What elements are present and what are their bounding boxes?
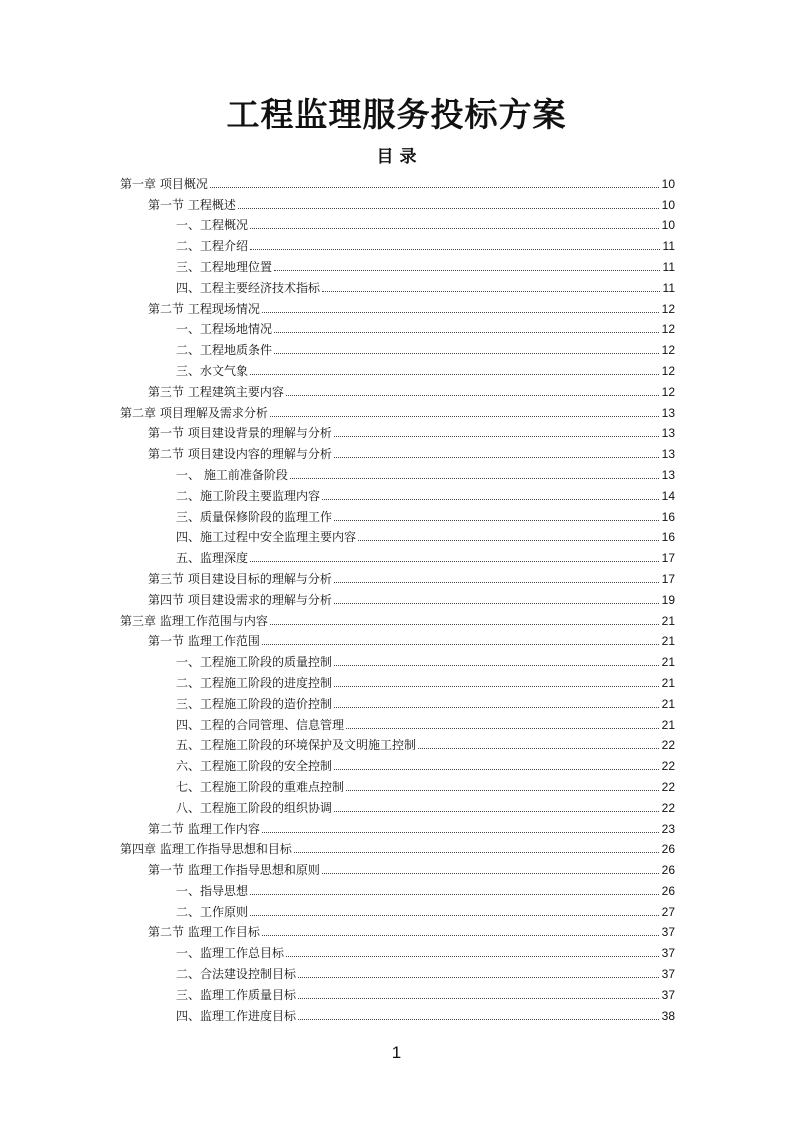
toc-dot-leader — [322, 499, 659, 500]
toc-dot-leader — [334, 686, 659, 687]
toc-entry-title: 二、施工阶段主要监理内容 — [176, 488, 321, 503]
toc-dot-leader — [250, 228, 659, 229]
toc-dot-leader — [334, 811, 659, 812]
toc-entry[interactable] — [120, 649, 675, 670]
toc-entry-page: 37 — [661, 987, 675, 1002]
toc-dot-leader — [334, 665, 659, 666]
toc-entry-page: 22 — [661, 759, 675, 774]
toc-entry-title: 一、 施工前准备阶段 — [176, 467, 288, 482]
toc-entry-title: 第一节 工程概述 — [148, 197, 236, 212]
toc-entry[interactable] — [120, 878, 675, 899]
toc-entry-page: 16 — [661, 530, 675, 545]
toc-entry-page: 21 — [661, 613, 675, 628]
toc-entry[interactable] — [120, 233, 675, 254]
toc-entry-title: 三、工程地理位置 — [176, 259, 273, 274]
toc-entry-page: 37 — [661, 925, 675, 940]
toc-entry-title: 二、合法建设控制目标 — [176, 967, 297, 982]
toc-entry-title: 第二节 工程现场情况 — [148, 301, 260, 316]
toc-dot-leader — [290, 478, 659, 479]
toc-entry[interactable] — [120, 192, 675, 213]
toc-entry-page: 26 — [661, 842, 675, 857]
toc-entry-title: 第二节 监理工作内容 — [148, 821, 260, 836]
toc-entry[interactable] — [120, 587, 675, 608]
toc-dot-leader — [334, 769, 659, 770]
toc-entry[interactable] — [120, 504, 675, 525]
toc-entry[interactable] — [120, 670, 675, 691]
toc-entry-title: 第三章 监理工作范围与内容 — [120, 613, 268, 628]
toc-dot-leader — [334, 707, 659, 708]
toc-entry[interactable] — [120, 254, 675, 275]
toc-entry-title: 第一节 项目建设背景的理解与分析 — [148, 426, 332, 441]
toc-dot-leader — [346, 728, 659, 729]
toc-entry-title: 五、监理深度 — [176, 551, 249, 566]
toc-entry-title: 四、工程的合同管理、信息管理 — [176, 717, 345, 732]
toc-entry-page: 21 — [661, 696, 675, 711]
toc-entry[interactable] — [120, 400, 675, 421]
table-of-contents — [120, 171, 675, 1024]
toc-entry[interactable] — [120, 629, 675, 650]
toc-entry[interactable] — [120, 816, 675, 837]
toc-entry-title: 第三节 项目建设目标的理解与分析 — [148, 571, 332, 586]
toc-entry-title: 一、监理工作总目标 — [176, 946, 285, 961]
toc-entry[interactable] — [120, 774, 675, 795]
toc-entry-page: 12 — [661, 301, 675, 316]
toc-dot-leader — [270, 624, 659, 625]
toc-entry-page: 13 — [661, 426, 675, 441]
toc-entry-page: 21 — [661, 655, 675, 670]
toc-entry-page: 22 — [661, 738, 675, 753]
toc-dot-leader — [334, 603, 659, 604]
toc-entry[interactable] — [120, 379, 675, 400]
toc-dot-leader — [238, 208, 659, 209]
toc-dot-leader — [334, 436, 659, 437]
toc-entry-title: 三、水文气象 — [176, 363, 249, 378]
toc-entry-page: 11 — [662, 280, 675, 295]
toc-dot-leader — [250, 915, 659, 916]
toc-entry-title: 七、工程施工阶段的重难点控制 — [176, 779, 345, 794]
toc-entry-title: 第二节 项目建设内容的理解与分析 — [148, 447, 332, 462]
toc-entry-page: 37 — [661, 967, 675, 982]
toc-entry-page: 12 — [661, 384, 675, 399]
toc-dot-leader — [250, 249, 660, 250]
toc-dot-leader — [210, 187, 659, 188]
toc-dot-leader — [286, 395, 659, 396]
toc-entry[interactable] — [120, 337, 675, 358]
toc-entry-title: 八、工程施工阶段的组织协调 — [176, 800, 333, 815]
toc-dot-leader — [346, 790, 659, 791]
toc-entry-page: 16 — [661, 509, 675, 524]
toc-entry-page: 14 — [661, 488, 675, 503]
toc-entry[interactable] — [120, 961, 675, 982]
toc-entry-page: 27 — [661, 904, 675, 919]
toc-entry[interactable] — [120, 275, 675, 296]
toc-entry-title: 第二章 项目理解及需求分析 — [120, 405, 268, 420]
toc-entry-title: 三、工程施工阶段的造价控制 — [176, 696, 333, 711]
toc-entry[interactable] — [120, 857, 675, 878]
toc-entry-page: 17 — [661, 551, 675, 566]
toc-entry[interactable] — [120, 171, 675, 192]
toc-entry-title: 第四章 监理工作指导思想和目标 — [120, 842, 292, 857]
toc-entry-title: 三、监理工作质量目标 — [176, 987, 297, 1002]
toc-entry-page: 11 — [662, 259, 675, 274]
toc-entry-title: 第一节 监理工作指导思想和原则 — [148, 863, 320, 878]
toc-entry-title: 一、工程场地情况 — [176, 322, 273, 337]
toc-entry-title: 第四节 项目建设需求的理解与分析 — [148, 592, 332, 607]
toc-dot-leader — [294, 852, 659, 853]
toc-entry-page: 13 — [661, 447, 675, 462]
toc-entry[interactable] — [120, 795, 675, 816]
toc-dot-leader — [298, 1019, 659, 1020]
toc-entry-title: 一、指导思想 — [176, 883, 249, 898]
toc-dot-leader — [274, 332, 659, 333]
toc-entry-page: 21 — [661, 634, 675, 649]
toc-dot-leader — [274, 353, 659, 354]
toc-entry-page: 10 — [661, 176, 675, 191]
toc-entry[interactable] — [120, 441, 675, 462]
toc-entry-page: 13 — [661, 467, 675, 482]
page-number: 1 — [391, 1043, 402, 1062]
toc-entry-page: 38 — [661, 1008, 675, 1023]
toc-entry[interactable] — [120, 691, 675, 712]
toc-entry-page: 11 — [662, 239, 675, 254]
toc-entry[interactable] — [120, 545, 675, 566]
toc-dot-leader — [334, 582, 659, 583]
toc-entry-title: 六、工程施工阶段的安全控制 — [176, 759, 333, 774]
toc-entry-page: 21 — [661, 675, 675, 690]
toc-entry-page: 10 — [661, 197, 675, 212]
toc-dot-leader — [262, 935, 659, 936]
toc-entry[interactable] — [120, 920, 675, 941]
toc-entry-page: 22 — [661, 800, 675, 815]
toc-entry[interactable] — [120, 213, 675, 234]
toc-entry-page: 10 — [661, 218, 675, 233]
toc-dot-leader — [334, 457, 659, 458]
toc-entry-title: 二、工作原则 — [176, 904, 249, 919]
toc-entry-title: 第二节 监理工作目标 — [148, 925, 260, 940]
toc-dot-leader — [298, 998, 659, 999]
toc-entry-title: 二、工程介绍 — [176, 239, 249, 254]
toc-dot-leader — [250, 374, 659, 375]
toc-entry-page: 37 — [661, 946, 675, 961]
toc-dot-leader — [322, 873, 659, 874]
toc-entry[interactable] — [120, 358, 675, 379]
toc-entry-title: 四、工程主要经济技术指标 — [176, 280, 321, 295]
toc-entry-page: 17 — [661, 571, 675, 586]
toc-entry-title: 三、质量保修阶段的监理工作 — [176, 509, 333, 524]
toc-entry-page: 21 — [661, 717, 675, 732]
toc-dot-leader — [262, 312, 659, 313]
toc-entry[interactable] — [120, 712, 675, 733]
toc-entry[interactable] — [120, 733, 675, 754]
toc-dot-leader — [270, 416, 659, 417]
toc-entry-page: 26 — [661, 863, 675, 878]
toc-entry-page: 12 — [661, 322, 675, 337]
toc-entry[interactable] — [120, 566, 675, 587]
toc-entry-title: 第一节 监理工作范围 — [148, 634, 260, 649]
toc-entry-title: 第一章 项目概况 — [120, 176, 208, 191]
toc-entry[interactable] — [120, 940, 675, 961]
toc-entry[interactable] — [120, 296, 675, 317]
toc-entry-page: 26 — [661, 883, 675, 898]
toc-entry-page: 12 — [661, 343, 675, 358]
toc-entry-title: 五、工程施工阶段的环境保护及文明施工控制 — [176, 738, 417, 753]
toc-entry[interactable] — [120, 837, 675, 858]
toc-dot-leader — [250, 561, 659, 562]
toc-dot-leader — [286, 956, 659, 957]
toc-entry-page: 12 — [661, 363, 675, 378]
toc-entry[interactable] — [120, 525, 675, 546]
toc-dot-leader — [334, 520, 659, 521]
toc-entry-title: 四、监理工作进度目标 — [176, 1008, 297, 1023]
toc-entry[interactable] — [120, 1003, 675, 1024]
toc-entry-page: 19 — [661, 592, 675, 607]
toc-entry[interactable] — [120, 753, 675, 774]
toc-dot-leader — [298, 977, 659, 978]
toc-entry-title: 第三节 工程建筑主要内容 — [148, 384, 284, 399]
toc-dot-leader — [262, 644, 659, 645]
toc-dot-leader — [262, 832, 659, 833]
toc-entry-title: 一、工程概况 — [176, 218, 249, 233]
toc-entry[interactable] — [120, 899, 675, 920]
toc-entry[interactable] — [120, 483, 675, 504]
toc-entry-page: 13 — [661, 405, 675, 420]
toc-dot-leader — [322, 291, 660, 292]
toc-entry[interactable] — [120, 421, 675, 442]
toc-entry-title: 二、工程地质条件 — [176, 343, 273, 358]
toc-dot-leader — [274, 270, 660, 271]
toc-entry[interactable] — [120, 462, 675, 483]
toc-entry[interactable] — [120, 317, 675, 338]
toc-heading: 目 录 — [376, 147, 417, 167]
toc-entry[interactable] — [120, 608, 675, 629]
toc-entry-page: 23 — [661, 821, 675, 836]
toc-entry-title: 二、工程施工阶段的进度控制 — [176, 675, 333, 690]
toc-dot-leader — [250, 894, 659, 895]
toc-entry-page: 22 — [661, 779, 675, 794]
toc-entry[interactable] — [120, 982, 675, 1003]
toc-dot-leader — [418, 748, 659, 749]
document-title: 工程监理服务投标方案 — [226, 95, 567, 134]
toc-dot-leader — [358, 540, 659, 541]
toc-entry-title: 四、施工过程中安全监理主要内容 — [176, 530, 357, 545]
toc-entry-title: 一、工程施工阶段的质量控制 — [176, 655, 333, 670]
